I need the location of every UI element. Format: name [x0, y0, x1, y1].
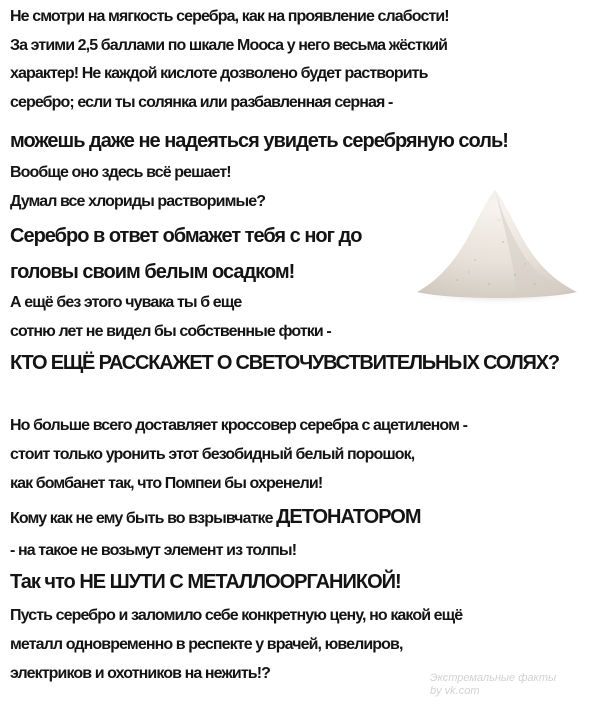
text-run-emphasis: НЕ ШУТИ С МЕТАЛЛООРГАНИКОЙ!	[79, 571, 401, 593]
text-line: За этими 2,5 баллами по шкале Мооса у него весьма жёсткий	[10, 37, 448, 54]
text-run: Так что	[10, 571, 80, 593]
text-line: как бомбанет так, что Помпеи бы охренели!	[10, 475, 323, 492]
text-line: Вообще оно здесь всё решает!	[10, 164, 231, 181]
text-line: электриков и охотников на нежить!?	[10, 665, 271, 682]
text-line: Думал все хлориды растворимые?	[10, 193, 266, 210]
text-line: металл одновременно в респекте у врачей, ювелиров,	[10, 636, 403, 653]
watermark	[430, 672, 590, 698]
text-line: Не смотри на мягкость серебра, как на проявление слабости!	[10, 8, 449, 25]
powder-pile-icon	[405, 180, 585, 308]
text-line: А ещё без этого чувака ты б еще	[10, 294, 242, 311]
text-line	[10, 507, 421, 527]
text-line: сотню лет не видел бы собственные фотки -	[10, 323, 331, 340]
text-line: Но больше всего доставляет кроссовер серебра с ацетиленом -	[10, 417, 468, 434]
text-line: - на такое не возьмут элемент из толпы!	[10, 542, 297, 559]
text-line-caps: КТО ЕЩЁ РАССКАЖЕТ О СВЕТОЧУВСТВИТЕЛЬНЫХ СОЛЯХ?	[10, 352, 559, 374]
text-line-large	[10, 572, 401, 592]
text-line-large: головы своим белым осадком!	[10, 261, 295, 283]
text-line-large: можешь даже не надеяться увидеть серебряную соль!	[10, 130, 508, 152]
text-line-large: Серебро в ответ обмажет тебя с ног до	[10, 225, 362, 247]
text-line: Пусть серебро и заломило себе конкретную цену, но какой ещё	[10, 607, 463, 624]
text-line: характер! Не каждой кислоте дозволено будет растворить	[10, 65, 428, 82]
watermark-line: by vk.com	[430, 685, 480, 697]
text-run: Кому как не ему быть во взрывчатке	[10, 510, 277, 527]
text-run-emphasis: ДЕТОНАТОРОМ	[276, 506, 421, 528]
watermark-line: Экстремальные факты	[430, 672, 557, 684]
text-line: стоит только уронить этот безобидный белый порошок,	[10, 446, 415, 463]
text-line: серебро; если ты солянка или разбавленная серная -	[10, 94, 393, 111]
